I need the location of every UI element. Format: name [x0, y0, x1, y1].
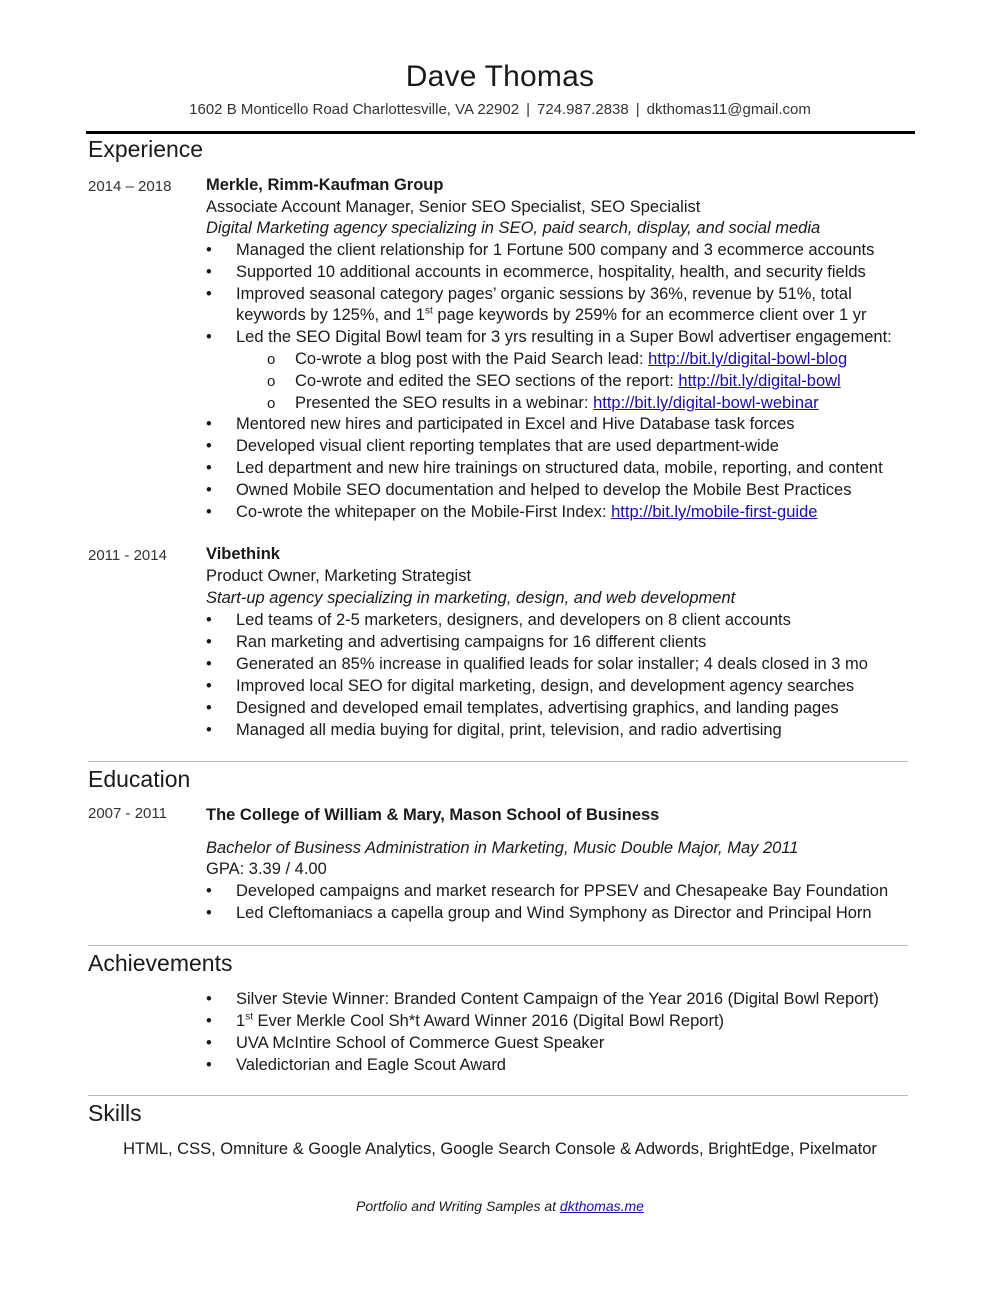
section-title-skills: Skills	[88, 1100, 142, 1126]
portfolio-link[interactable]: dkthomas.me	[559, 1198, 644, 1214]
bullet-text: Supported 10 additional accounts in ecommerce, hospitality, health, and security fields	[236, 263, 866, 281]
header-rule	[86, 131, 915, 134]
bullet: •	[206, 503, 212, 521]
bullet: •	[206, 699, 212, 717]
bullet: •	[206, 285, 212, 303]
bullet-text: Led Cleftomaniacs a capella group and Wind Symphony as Director and Principal Horn	[236, 904, 872, 922]
bullet-text: Ran marketing and advertising campaigns for 16 different clients	[236, 633, 707, 651]
footer-text: Portfolio and Writing Samples at	[356, 1198, 560, 1214]
job-description: Digital Marketing agency specializing in SEO, paid search, display, and social media	[206, 219, 821, 237]
section-divider	[88, 945, 908, 946]
degree: Bachelor of Business Administration in Marketing, Music Double Major, May 2011	[206, 839, 799, 857]
skills-list: HTML, CSS, Omniture & Google Analytics, Google Search Console & Adwords, BrightEdge, Pixelmator	[123, 1140, 877, 1158]
separator: |	[635, 101, 640, 118]
text: page keywords by 259% for an ecommerce client over 1 yr	[432, 306, 867, 324]
bullet-text: Designed and developed email templates, advertising graphics, and landing pages	[236, 699, 839, 717]
bullet-text: Managed all media buying for digital, print, television, and radio advertising	[236, 721, 782, 739]
text: keywords by 125%, and 1	[236, 306, 425, 324]
bullet: •	[206, 241, 212, 259]
bullet: •	[206, 611, 212, 629]
school-name: The College of William & Mary, Mason School of Business	[206, 806, 660, 824]
section-title-education: Education	[88, 766, 191, 792]
link[interactable]: http://bit.ly/digital-bowl-blog	[648, 350, 848, 368]
resume-name: Dave Thomas	[405, 60, 595, 93]
bullet: •	[206, 263, 212, 281]
section-divider	[88, 1095, 908, 1096]
bullet-text	[236, 503, 817, 522]
superscript: st	[245, 1011, 253, 1023]
sub-bullet: o	[267, 395, 276, 412]
bullet: •	[206, 904, 212, 922]
text: Ever Merkle Cool Sh*t Award Winner 2016 (Digital Bowl Report)	[252, 1012, 725, 1030]
sub-bullet: o	[267, 373, 276, 390]
text: Presented the SEO results in a webinar:	[295, 394, 594, 412]
job-role: Product Owner, Marketing Strategist	[206, 567, 472, 585]
text: Co-wrote a blog post with the Paid Search lead:	[295, 350, 649, 368]
bullet: •	[206, 655, 212, 673]
job-company: Vibethink	[206, 545, 280, 563]
job-role: Associate Account Manager, Senior SEO Specialist, SEO Specialist	[206, 198, 701, 216]
bullet-text: Improved seasonal category pages’ organic sessions by 36%, revenue by 51%, total	[236, 285, 852, 303]
address: 1602 B Monticello Road Charlottesville, VA 22902	[189, 101, 520, 118]
bullet-text: Developed campaigns and market research for PPSEV and Chesapeake Bay Foundation	[236, 882, 889, 900]
email[interactable]: dkthomas11@gmail.com	[646, 101, 811, 118]
bullet: •	[206, 1012, 212, 1030]
text: Co-wrote the whitepaper on the Mobile-First Index:	[236, 503, 612, 521]
bullet: •	[206, 1056, 212, 1074]
superscript: st	[424, 305, 433, 317]
bullet: •	[206, 415, 212, 433]
bullet-text: Improved local SEO for digital marketing, design, and development agency searches	[236, 677, 855, 695]
job-dates: 2011 - 2014	[88, 547, 167, 564]
bullet: •	[206, 1034, 212, 1052]
link[interactable]: http://bit.ly/mobile-first-guide	[611, 503, 818, 521]
separator: |	[526, 101, 530, 118]
bullet-text: Led the SEO Digital Bowl team for 3 yrs resulting in a Super Bowl advertiser engagement:	[236, 328, 892, 346]
sub-bullet-text	[295, 350, 847, 369]
bullet: •	[206, 459, 212, 477]
bullet-text-continuation	[236, 306, 867, 325]
bullet: •	[206, 721, 212, 739]
section-divider	[88, 761, 908, 762]
achievement-item	[236, 1012, 724, 1031]
bullet-text: Owned Mobile SEO documentation and helped to develop the Mobile Best Practices	[236, 481, 852, 499]
link[interactable]: http://bit.ly/digital-bowl-webinar	[593, 394, 819, 412]
gpa: GPA: 3.39 / 4.00	[206, 860, 327, 878]
text: 1	[236, 1012, 246, 1030]
bullet-text: Developed visual client reporting templates that are used department-wide	[236, 437, 779, 455]
bullet: •	[206, 677, 212, 695]
job-company: Merkle, Rimm-Kaufman Group	[206, 176, 444, 194]
phone: 724.987.2838	[536, 101, 629, 118]
bullet: •	[206, 328, 212, 346]
bullet: •	[206, 633, 212, 651]
achievement-item: UVA McIntire School of Commerce Guest Speaker	[236, 1034, 605, 1052]
bullet: •	[206, 437, 212, 455]
job-description: Start-up agency specializing in marketing, design, and web development	[206, 589, 736, 607]
footer	[0, 1198, 1000, 1214]
bullet-text: Mentored new hires and participated in Excel and Hive Database task forces	[236, 415, 795, 433]
education-dates: 2007 - 2011	[88, 805, 167, 822]
bullet: •	[206, 882, 212, 900]
bullet-text: Led teams of 2-5 marketers, designers, and developers on 8 client accounts	[236, 611, 791, 629]
job-dates: 2014 – 2018	[88, 178, 172, 195]
section-title-experience: Experience	[88, 136, 204, 162]
bullet-text: Generated an 85% increase in qualified leads for solar installer; 4 deals closed in 3 mo	[236, 655, 868, 673]
contact-line	[0, 101, 1000, 118]
link[interactable]: http://bit.ly/digital-bowl	[678, 372, 841, 390]
bullet: •	[206, 990, 212, 1008]
text: Co-wrote and edited the SEO sections of the report:	[295, 372, 679, 390]
bullet: •	[206, 481, 212, 499]
achievement-item: Valedictorian and Eagle Scout Award	[236, 1056, 506, 1074]
section-title-achievements: Achievements	[88, 950, 233, 976]
sub-bullet-text	[295, 372, 841, 391]
bullet-text: Managed the client relationship for 1 Fortune 500 company and 3 ecommerce accounts	[236, 241, 875, 259]
achievement-item: Silver Stevie Winner: Branded Content Campaign of the Year 2016 (Digital Bowl Report)	[236, 990, 879, 1008]
bullet-text: Led department and new hire trainings on structured data, mobile, reporting, and content	[236, 459, 883, 477]
sub-bullet: o	[267, 351, 276, 368]
sub-bullet-text	[295, 394, 819, 413]
